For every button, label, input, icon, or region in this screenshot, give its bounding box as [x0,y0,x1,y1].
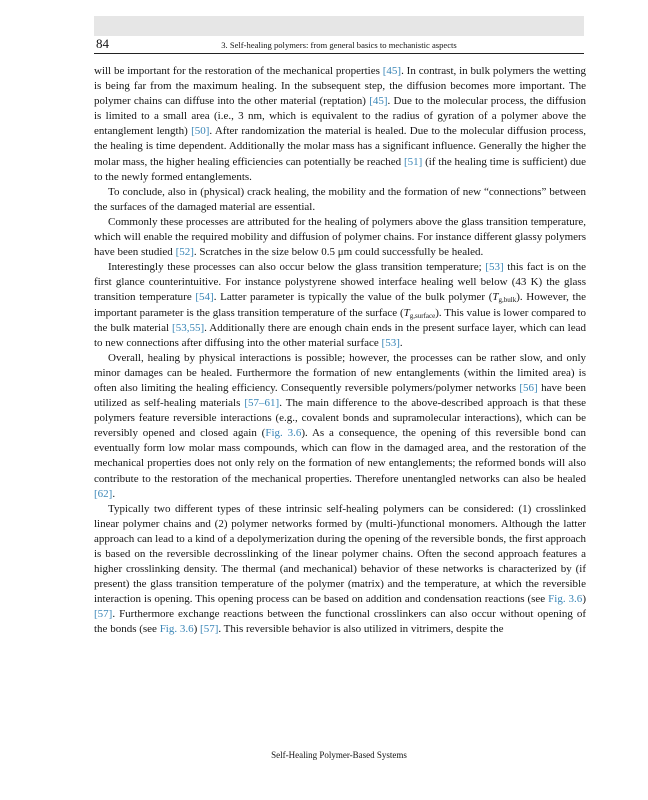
text-run: ) [193,623,201,636]
paragraph-1 [94,64,586,185]
text-run: have been utilized as self-healing materials [94,381,587,410]
reference-link[interactable]: [57] [200,623,219,636]
paragraph-5 [94,351,586,502]
text-run: . Latter parameter is typically the value of the bulk polymer ( [213,291,493,304]
text-run: . Scratches in the size below 0.5 μm could successfully be healed. [193,246,484,259]
text-run: . The main difference to the above-described approach is that these polymers feature reversible interactions (e.g., covalent bonds and supramolecular interactions), which can be reversibly opened and closed again ( [94,397,586,440]
reference-link[interactable]: Fig. 3.6 [265,427,302,440]
reference-link[interactable]: [62] [94,487,113,500]
text-run: . [399,336,403,349]
text-run: Interestingly these processes can also occur below the glass transition temperature; [108,261,486,274]
italic-symbol: T [403,306,410,319]
reference-link[interactable]: [52] [175,246,194,259]
reference-link[interactable]: [50] [191,125,210,138]
page-header [94,37,584,54]
running-title: 3. Self-healing polymers: from general basics to mechanistic aspects [221,40,457,50]
reference-link[interactable]: [53,55] [172,321,205,334]
subscript: g,surface [409,311,436,320]
text-run: . In contrast, in bulk polymers the wetting is being far from the maximum healing. In the subsequent step, the diffusion becomes more important. The polymer chains can diffuse into the other material (reptation) [94,65,586,108]
text-run: Commonly these processes are attributed for the healing of polymers above the glass transition temperature, which will enable the required mobility and diffusion of polymer chains. For instance different glassy polymers have been studied [94,215,586,259]
text-run: . Furthermore exchange reactions between the functional crosslinkers can also occur without opening of the bonds (see [94,608,586,636]
text-run: Overall, healing by physical interactions is possible; however, the processes can be rather slow, and only minor damages can be healed. Furthermore the formation of new entanglements (within the limited area) is often also limiting the healing efficiency. Consequently reversible polymers/polymer networks [94,351,586,394]
text-run: Typically two different types of these intrinsic self-healing polymers can be considered: (1) crosslinked linear polymer chains and (2) polymer networks formed by (multi-)functional monomers. Although the latter approach can lead to a kind of a depolymerization during the opening of the reversible bonds, the first approach is based on the reversible decrosslinking of the linear polymer chains. Often the second approach features a higher crosslinking density. The thermal (and mechanical) behavior of these networks is characterized by (if present) the glass transition temperature of the polymer (matrix) and the temperature, at which the reversible interaction is opening. This opening process can be based on addition and condensation reactions (see [94,502,586,606]
paragraph-6 [94,502,586,638]
reference-link[interactable]: Fig. 3.6 [548,593,583,606]
reference-link[interactable]: Fig. 3.6 [159,623,194,636]
reference-link[interactable]: [54] [195,291,214,304]
reference-link[interactable]: [57–61] [244,397,280,410]
text-run: ) [582,593,586,606]
italic-symbol: T [492,291,499,304]
body-text [94,64,586,638]
paragraph-3 [94,215,586,260]
text-run: ). However, the important parameter is the glass transition temperature of the surface ( [94,291,586,319]
text-run: . Due to the molecular process, the diffusion is limited to a small area (i.e., 3 nm, which is equivalent to the radius of gyration of a polymer above the entanglement length) [94,95,587,138]
text-run: this fact is on the first glance counterintuitive. For instance polystyrene showed interface healing well below (43 K) the glass transition temperature [94,261,586,304]
text-run: To conclude, also in (physical) crack healing, the mobility and the formation of new “connections” between the surfaces of the damaged material are essential. [94,185,586,213]
reference-link[interactable]: [56] [519,381,538,394]
text-run: . [112,487,116,500]
reference-link[interactable]: [45] [382,65,402,77]
reference-link[interactable]: [51] [403,155,423,168]
page-footer: Self-Healing Polymer-Based Systems [271,750,407,760]
text-run: . Additionally there are enough chain ends in the present surface layer, which can lead to new connections after diffusing into the other material surface [94,321,586,349]
reference-link[interactable]: [57] [94,608,113,621]
reference-link[interactable]: [53] [485,261,504,274]
paragraph-4 [94,260,586,351]
page-number: 84 [96,36,109,51]
top-gray-band [94,16,584,36]
reference-link[interactable]: [53] [381,336,400,349]
text-run: (if the healing time is sufficient) due to the newly formed entanglements. [94,155,586,183]
reference-link[interactable]: [45] [369,95,388,108]
text-run: . This reversible behavior is also utilized in vitrimers, despite the [218,623,504,636]
text-run: will be important for the restoration of the mechanical properties [94,65,383,77]
subscript: g,bulk [498,296,517,305]
text-run: . After randomization the material is healed. Due to the molecular diffusion process, the healing is time dependent. Additionally the molar mass has a significant influence. Generally the higher the molar mass, the higher healing efficiencies can potentially be reached [94,125,586,168]
paragraph-2 [94,185,586,215]
text-run: ). This value is lower compared to the bulk material [94,306,586,334]
text-run: ). As a consequence, the opening of this reversible bond can eventually form low molar mass compounds, which can flow in the damaged area, and the restoration of the mechanical properties does not only rely on the formation of new entanglements; the reformed bonds will also contribute to the restoration of the mechanical properties. Therefore unentangled networks can also be healed [94,427,586,485]
